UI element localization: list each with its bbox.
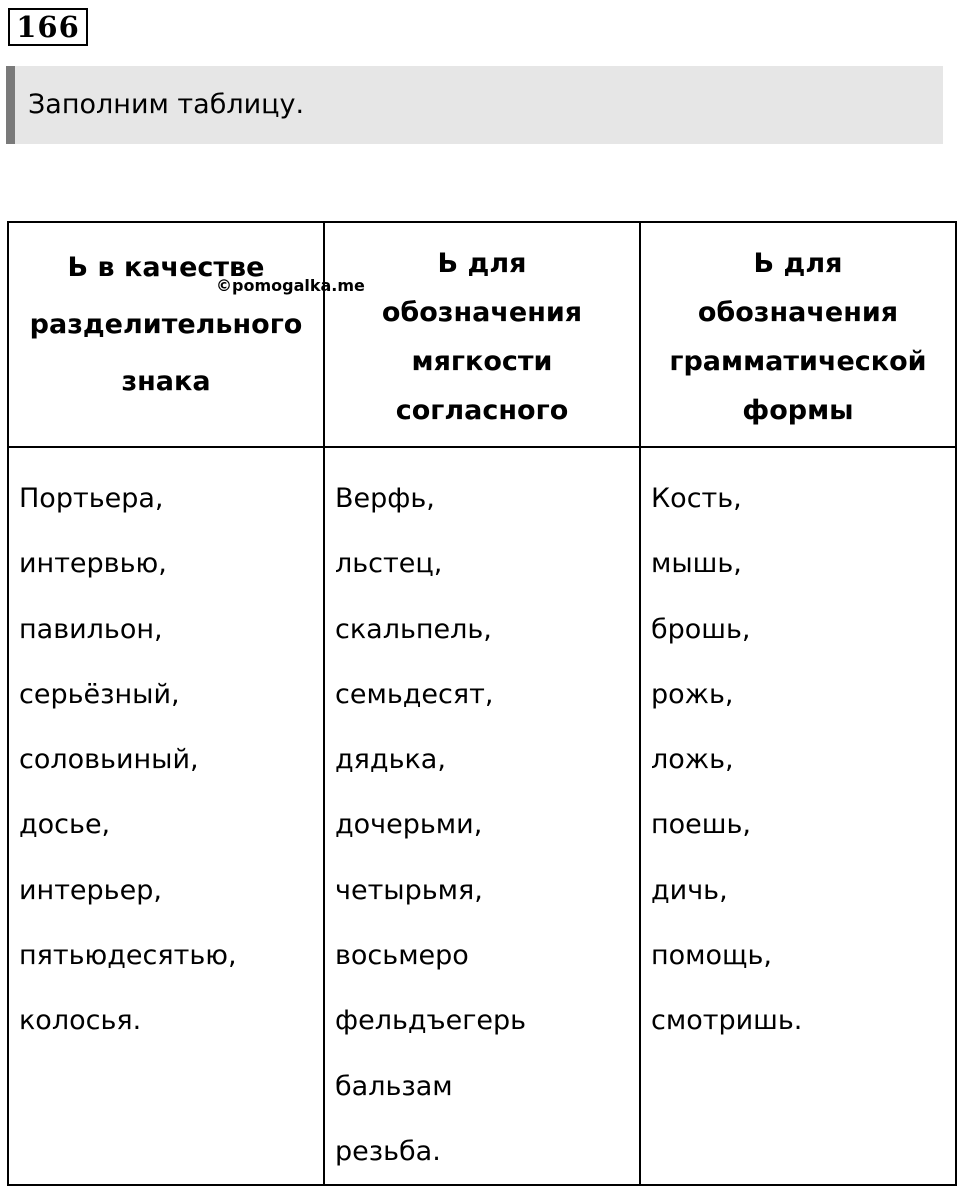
word-item: Кость, [651, 483, 742, 514]
word-item: интервью, [19, 548, 167, 580]
word-item: бальзам [335, 1070, 453, 1102]
word-item: интерьер, [19, 874, 162, 906]
word-item: соловьиный, [19, 744, 199, 776]
word-item: дядька, [335, 744, 446, 776]
word-item: четырьмя, [335, 874, 483, 906]
column-softness [324, 447, 640, 1185]
instruction-note [6, 66, 943, 144]
word-item: помощь, [651, 940, 772, 972]
header-line: разделительного [29, 309, 303, 340]
header-line: Ь в качестве [67, 252, 265, 283]
watermark: ©pomogalka.me [216, 276, 365, 295]
word-item: смотришь. [651, 1005, 803, 1037]
header-line: обозначения [381, 297, 583, 328]
word-item: серьёзный, [19, 678, 180, 710]
word-item: мышь, [651, 548, 742, 580]
header-line: Ь для [753, 248, 843, 279]
table-header-row [8, 222, 956, 447]
word-item: семьдесят, [335, 678, 494, 710]
instruction-text: Заполним таблицу. [28, 89, 305, 120]
word-item: льстец, [335, 548, 443, 580]
word-item: рожь, [651, 678, 734, 710]
header-line: знака [121, 366, 211, 397]
header-separating-sign [8, 222, 324, 447]
word-item: поешь, [651, 809, 751, 841]
word-item: дочерьми, [335, 809, 483, 841]
word-item: колосья. [19, 1005, 142, 1037]
word-item: брошь, [651, 613, 751, 645]
header-line: мягкости [411, 346, 553, 377]
word-item: Верфь, [335, 483, 435, 514]
task-number: 166 [8, 8, 88, 46]
header-grammatical-form [640, 222, 956, 447]
header-line: грамматической [669, 346, 927, 377]
header-line: Ь для [437, 248, 527, 279]
word-item: дичь, [651, 874, 728, 906]
word-item: досье, [19, 809, 111, 841]
column-separating-sign [8, 447, 324, 1185]
word-item: ложь, [651, 744, 734, 776]
word-item: фельдъегерь [335, 1005, 527, 1037]
table-body-row [8, 447, 956, 1185]
word-item: пятьюдесятью, [19, 940, 237, 972]
word-item: Портьера, [19, 483, 164, 514]
word-item: резьба. [335, 1135, 441, 1167]
header-softness [324, 222, 640, 447]
word-item: скальпель, [335, 613, 492, 645]
header-line: обозначения [697, 297, 899, 328]
header-line: формы [742, 395, 854, 426]
header-line: согласного [395, 395, 569, 426]
soft-sign-table [7, 221, 957, 1186]
column-grammatical-form [640, 447, 956, 1185]
word-item: павильон, [19, 613, 163, 645]
word-item: восьмеро [335, 940, 469, 972]
